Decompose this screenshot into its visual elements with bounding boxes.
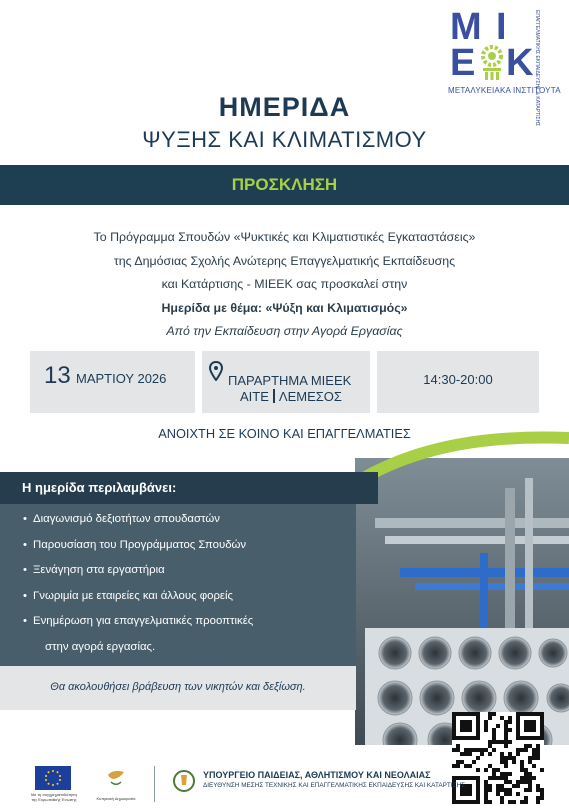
ministry-name: ΥΠΟΥΡΓΕΙΟ ΠΑΙΔΕΙΑΣ, ΑΘΛΗΤΙΣΜΟΥ ΚΑΙ ΝΕΟΛΑΙΑΣ: [203, 770, 431, 780]
program-item-text: Παρουσίαση του Προγράμματος Σπουδών: [33, 538, 247, 551]
program-item-text: Διαγωνισμό δεξιοτήτων σπουδαστών: [33, 513, 220, 525]
program-item: [23, 536, 253, 562]
eu-flag-icon: [35, 766, 71, 790]
logo-caption: ΜΕΤΑΛΥΚΕΙΑΚΑ ΙΝΣΤΙΤΟΥΤΑ: [448, 86, 561, 95]
gear-icon: [478, 44, 506, 82]
venue-city: ΛΕΜΕΣΟΣ: [278, 389, 342, 404]
program-item: [23, 561, 253, 587]
program-heading: Η ημερίδα περιλαμβάνει:: [22, 480, 177, 495]
venue-box: [202, 351, 370, 413]
program-item-continuation: [33, 638, 253, 664]
eu-stars-icon: [35, 766, 71, 790]
ministry-department: ΔΙΕΥΘΥΝΣΗ ΜΕΣΗΣ ΤΕΧΝΙΚΗΣ ΚΑΙ ΕΠΑΓΓΕΛΜΑΤΙΚΗΣ ΕΚΠΑΙΔΕΥΣΗΣ ΚΑΙ ΚΑΤΑΡΤΙΣΗΣ: [203, 782, 466, 789]
logo-letter-k: Κ: [506, 42, 534, 84]
logo-vertical-caption: ΕΠΑΓΓΕΛΜΑΤΙΚΗΣ ΕΚΠΑΙΔΕΥΣΗΣ & ΚΑΤΑΡΤΙΣΗΣ: [534, 10, 540, 127]
event-time: 14:30-20:00: [423, 372, 493, 387]
bullet-icon: •: [23, 538, 27, 551]
intro-line: Το Πρόγραμμα Σπουδών «Ψυκτικές και Κλιματιστικές Εγκαταστάσεις»: [93, 230, 476, 244]
program-item: [23, 612, 254, 638]
event-month-year: ΜΑΡΤΙΟΥ 2026: [76, 371, 167, 386]
bullet-icon: •: [23, 615, 27, 627]
time-box: [377, 351, 539, 413]
program-footer: [0, 666, 356, 710]
intro-text: [40, 226, 529, 344]
cyprus-emblem-icon: [105, 766, 127, 788]
eu-caption: Με τη συγχρηματοδότηση της Ευρωπαϊκής Ένωσης: [31, 792, 77, 802]
venue-divider: [273, 389, 275, 403]
invitation-band: [0, 165, 569, 205]
page-subtitle: ΨΥΞΗΣ ΚΑΙ ΚΛΙΜΑΤΙΣΜΟΥ: [142, 127, 427, 152]
program-item-text: Ξενάγηση στα εργαστήρια: [33, 564, 165, 576]
program-heading-bar: [0, 472, 378, 504]
qr-code-icon: [452, 712, 544, 804]
audience-note: ΑΝΟΙΧΤΗ ΣΕ ΚΟΙΝΟ ΚΑΙ ΕΠΑΓΓΕΛΜΑΤΙΕΣ: [158, 426, 411, 441]
intro-line: και Κατάρτισης - ΜΙΕΕΚ σας προσκαλεί στην: [161, 277, 408, 291]
logo-letter-i: Ι: [496, 6, 507, 48]
intro-tagline: Από την Εκπαίδευση στην Αγορά Εργασίας: [166, 324, 403, 338]
program-item-text: Ενημέρωση για επαγγελματικές προοπτικές: [33, 615, 254, 627]
footer-divider: [154, 766, 155, 802]
program-item-text: Γνωριμία με εταιρείες και άλλους φορείς: [33, 589, 234, 602]
logo-letter-e: Ε: [450, 42, 476, 84]
program-item: [23, 587, 253, 613]
program-list-panel: [0, 504, 356, 666]
event-day: 13: [44, 362, 71, 389]
logo-letter-m: Μ: [450, 6, 482, 48]
cyprus-caption: Κυπριακή Δημοκρατία: [96, 796, 136, 801]
bullet-icon: •: [23, 513, 27, 525]
program-item-text: στην αγορά εργασίας.: [45, 640, 156, 653]
qr-code[interactable]: [452, 712, 544, 804]
program-item: [23, 510, 253, 536]
bullet-icon: •: [23, 589, 27, 602]
ministry-crest-icon: [173, 769, 195, 793]
venue-line-1: ΠΑΡΑΡΤΗΜΑ ΜΙΕΕΚ: [228, 373, 352, 388]
venue-line-2: [240, 389, 342, 404]
page-title: ΗΜΕΡΙΔΑ: [218, 92, 351, 122]
intro-theme-line: Ημερίδα με θέμα: «Ψύξη και Κλιματισμός»: [161, 300, 408, 315]
mieek-logo: [448, 6, 561, 127]
logo-letters: [450, 8, 536, 82]
location-pin-icon: [209, 361, 223, 381]
bullet-icon: •: [23, 564, 27, 576]
program-list: [23, 510, 254, 663]
date-box: [30, 351, 195, 413]
intro-line: της Δημόσιας Σχολής Ανώτερης Επαγγελματικής Εκπαίδευσης: [113, 253, 456, 268]
program-footer-note: Θα ακολουθήσει βράβευση των νικητών και δεξίωση.: [50, 681, 306, 693]
invitation-label: ΠΡΟΣΚΛΗΣΗ: [231, 175, 338, 194]
venue-name: ΑΙΤΕ: [240, 389, 269, 404]
